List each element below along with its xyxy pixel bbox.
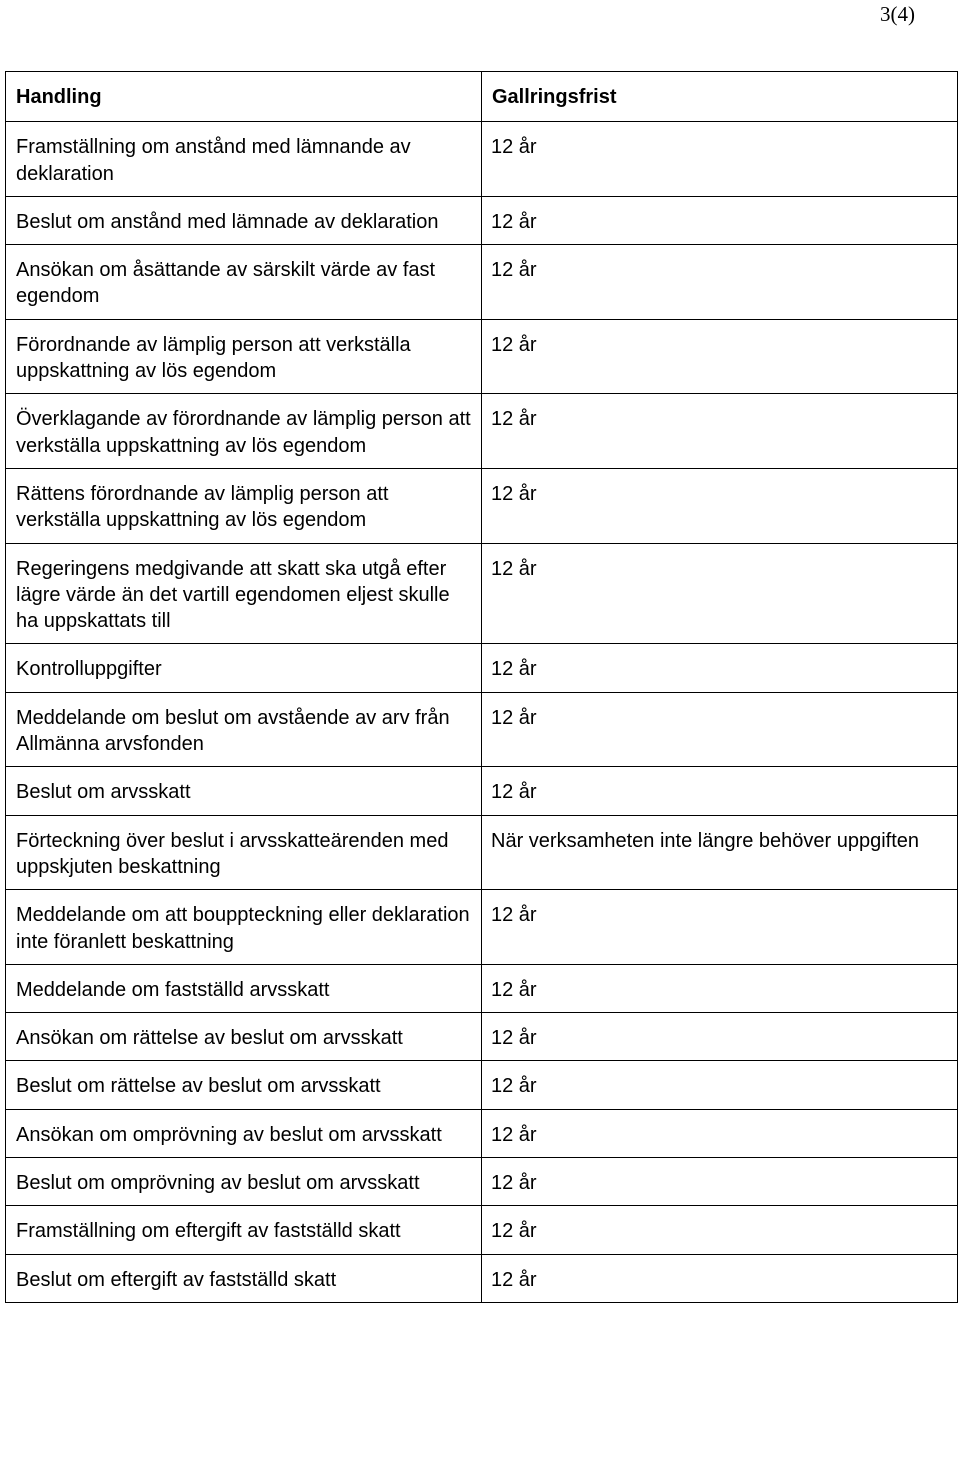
retention-cell: 12 år (482, 644, 958, 692)
table-body (6, 122, 958, 1303)
table-row (6, 644, 958, 692)
action-cell: Meddelande om fastställd arvsskatt (6, 964, 482, 1012)
retention-cell: 12 år (482, 692, 958, 767)
retention-cell: 12 år (482, 543, 958, 644)
action-cell: Ansökan om åsättande av särskilt värde av fast egendom (6, 245, 482, 320)
retention-cell: 12 år (482, 394, 958, 469)
retention-cell: 12 år (482, 1061, 958, 1109)
table-row (6, 196, 958, 244)
action-cell: Beslut om rättelse av beslut om arvsskatt (6, 1061, 482, 1109)
action-cell: Överklagande av förordnande av lämplig person att verkställa uppskattning av lös egendom (6, 394, 482, 469)
action-cell: Beslut om eftergift av fastställd skatt (6, 1254, 482, 1302)
retention-cell: 12 år (482, 468, 958, 543)
retention-cell: 12 år (482, 1206, 958, 1254)
table-row (6, 767, 958, 815)
table-row (6, 245, 958, 320)
retention-cell: 12 år (482, 319, 958, 394)
table-row (6, 692, 958, 767)
action-cell: Kontrolluppgifter (6, 644, 482, 692)
table-row (6, 1013, 958, 1061)
action-cell: Beslut om anstånd med lämnade av deklaration (6, 196, 482, 244)
table-row (6, 394, 958, 469)
column-header-retention: Gallringsfrist (482, 72, 958, 122)
table-row (6, 815, 958, 890)
action-cell: Meddelande om beslut om avstående av arv från Allmänna arvsfonden (6, 692, 482, 767)
table-row (6, 890, 958, 965)
table-header-row (6, 72, 958, 122)
action-cell: Ansökan om rättelse av beslut om arvsskatt (6, 1013, 482, 1061)
action-cell: Ansökan om omprövning av beslut om arvsskatt (6, 1109, 482, 1157)
action-cell: Regeringens medgivande att skatt ska utgå efter lägre värde än det vartill egendomen eljest skulle ha uppskattats till (6, 543, 482, 644)
action-cell: Beslut om omprövning av beslut om arvsskatt (6, 1158, 482, 1206)
retention-cell: 12 år (482, 1109, 958, 1157)
table-row (6, 543, 958, 644)
table-row (6, 319, 958, 394)
action-cell: Framställning om anstånd med lämnande av deklaration (6, 122, 482, 197)
retention-table (5, 71, 958, 1303)
action-cell: Framställning om eftergift av fastställd skatt (6, 1206, 482, 1254)
action-cell: Förteckning över beslut i arvsskatteärenden med uppskjuten beskattning (6, 815, 482, 890)
retention-cell: 12 år (482, 196, 958, 244)
table-row (6, 964, 958, 1012)
page-number: 3(4) (880, 2, 915, 26)
column-header-action: Handling (6, 72, 482, 122)
retention-cell: 12 år (482, 1254, 958, 1302)
retention-cell: 12 år (482, 1158, 958, 1206)
retention-cell: 12 år (482, 890, 958, 965)
retention-cell: 12 år (482, 767, 958, 815)
table-row (6, 468, 958, 543)
retention-cell: 12 år (482, 245, 958, 320)
retention-cell: 12 år (482, 122, 958, 197)
table-row (6, 1109, 958, 1157)
retention-cell: 12 år (482, 1013, 958, 1061)
action-cell: Förordnande av lämplig person att verkställa uppskattning av lös egendom (6, 319, 482, 394)
action-cell: Rättens förordnande av lämplig person att verkställa uppskattning av lös egendom (6, 468, 482, 543)
table-row (6, 1158, 958, 1206)
table-row (6, 1061, 958, 1109)
table-row (6, 122, 958, 197)
table-row (6, 1206, 958, 1254)
retention-cell: När verksamheten inte längre behöver uppgiften (482, 815, 958, 890)
action-cell: Meddelande om att bouppteckning eller deklaration inte föranlett beskattning (6, 890, 482, 965)
retention-cell: 12 år (482, 964, 958, 1012)
action-cell: Beslut om arvsskatt (6, 767, 482, 815)
table-row (6, 1254, 958, 1302)
